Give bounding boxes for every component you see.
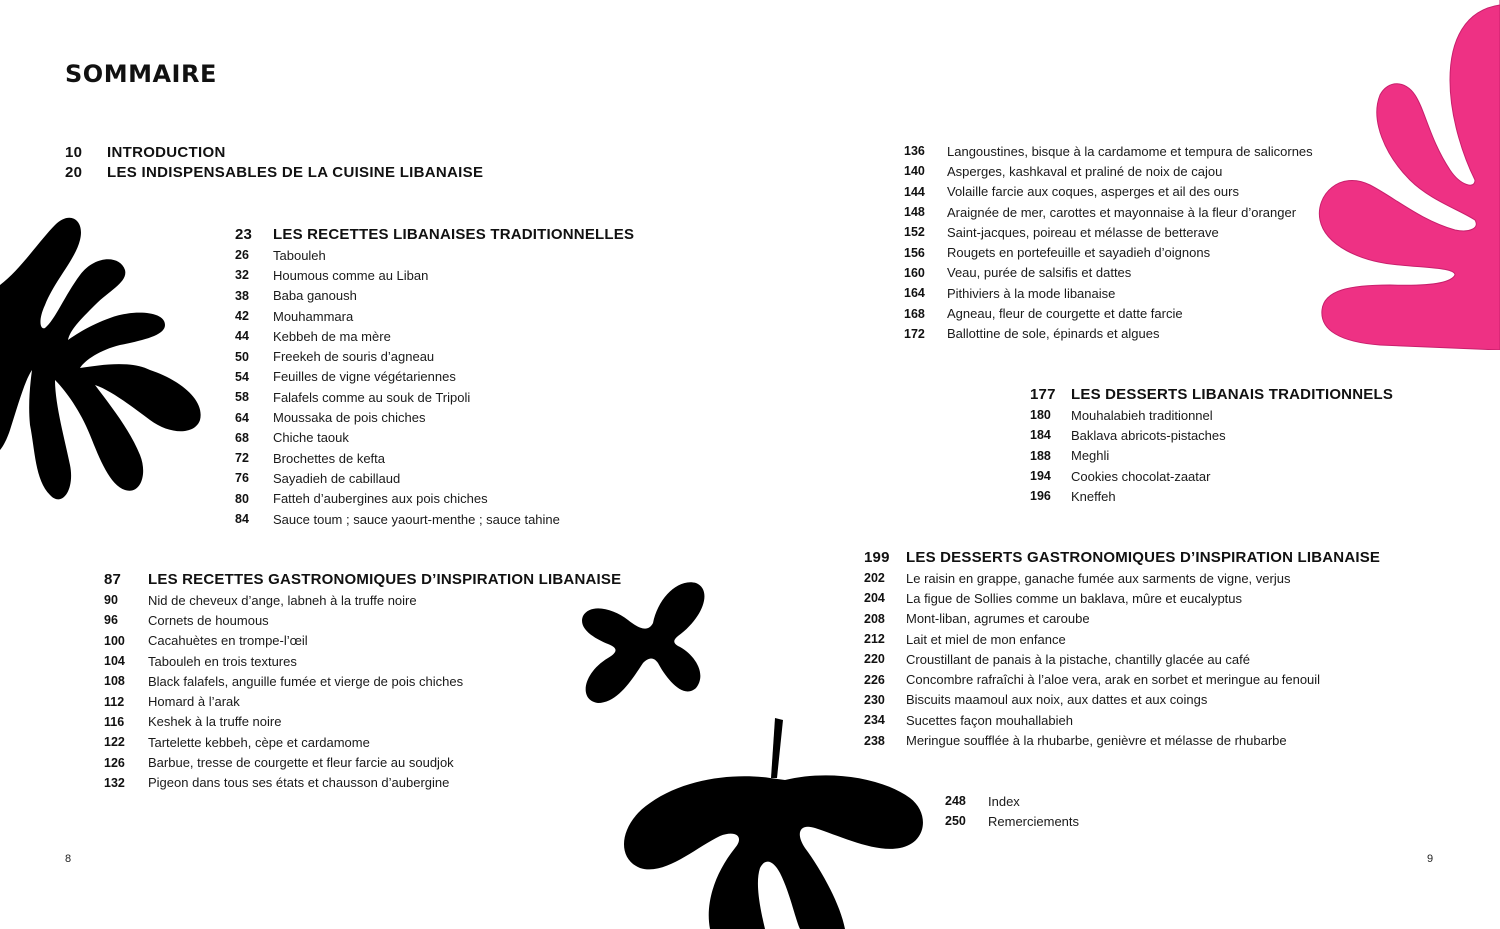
toc-entry[interactable]: [904, 141, 1313, 161]
entry-label: Ballottine de sole, épinards et algues: [947, 326, 1160, 342]
entry-label: Cacahuètes en trompe-l’œil: [148, 633, 308, 649]
page-number: 87: [104, 570, 122, 588]
entry-label: Asperges, kashkaval et praliné de noix de cajou: [947, 163, 1223, 179]
toc-entry[interactable]: [235, 387, 634, 407]
entry-label: Nid de cheveux d’ange, labneh à la truffe noire: [148, 592, 417, 608]
page-number: 104: [104, 654, 125, 669]
page-number: 54: [235, 369, 249, 384]
toc-entry[interactable]: [235, 265, 634, 285]
entry-label: Homard à l’arak: [148, 694, 240, 710]
toc-entry[interactable]: [864, 568, 1380, 588]
page-number: 42: [235, 309, 249, 324]
entry-label: Meringue soufflée à la rhubarbe, genièvre et mélasse de rhubarbe: [906, 733, 1287, 749]
page-number: 238: [864, 733, 885, 748]
entry-label: Pigeon dans tous ses états et chausson d’aubergine: [148, 775, 450, 791]
entry-label: Barbue, tresse de courgette et fleur farcie au soudjok: [148, 755, 454, 771]
page-number: 208: [864, 611, 885, 626]
page-number: 80: [235, 491, 249, 506]
section-heading[interactable]: [1030, 383, 1393, 405]
toc-entry[interactable]: [235, 367, 634, 387]
entry-label: Chiche taouk: [273, 430, 349, 446]
page-number: 20: [65, 163, 83, 181]
page-number: 26: [235, 248, 249, 263]
toc-entry[interactable]: [1030, 446, 1393, 466]
page-number: 152: [904, 225, 925, 240]
page-number: 248: [945, 794, 966, 809]
entry-label: LES INDISPENSABLES DE LA CUISINE LIBANAISE: [107, 163, 484, 181]
entry-label: Croustillant de panais à la pistache, chantilly glacée au café: [906, 651, 1250, 667]
toc-entry[interactable]: [864, 629, 1380, 649]
entry-label: Keshek à la truffe noire: [148, 714, 282, 730]
page-number: 44: [235, 329, 249, 344]
toc-entry-introduction[interactable]: [65, 142, 483, 162]
entry-label: Cookies chocolat-zaatar: [1071, 468, 1211, 484]
entry-label: Sucettes façon mouhallabieh: [906, 712, 1073, 728]
toc-entry[interactable]: [904, 202, 1313, 222]
toc-entry[interactable]: [1030, 425, 1393, 445]
page-number: 50: [235, 349, 249, 364]
toc-entry[interactable]: [904, 242, 1313, 262]
page-number: 220: [864, 652, 885, 667]
entry-label: INTRODUCTION: [107, 143, 226, 161]
entry-label: Veau, purée de salsifis et dattes: [947, 265, 1132, 281]
entry-label: Concombre rafraîchi à l’aloe vera, arak en sorbet et meringue au fenouil: [906, 672, 1321, 688]
toc-entry[interactable]: [235, 509, 634, 529]
toc-entry[interactable]: [904, 324, 1313, 344]
entry-label: Agneau, fleur de courgette et datte farcie: [947, 306, 1183, 322]
page-title: SOMMAIRE: [65, 60, 217, 88]
section-heading-label: LES DESSERTS LIBANAIS TRADITIONNELS: [1071, 385, 1394, 403]
page-number: 172: [904, 326, 925, 341]
page-number: 90: [104, 593, 118, 608]
entry-label: Saint-jacques, poireau et mélasse de betterave: [947, 224, 1219, 240]
page-number: 196: [1030, 489, 1051, 504]
toc-entry[interactable]: [104, 671, 621, 691]
page-number: 64: [235, 410, 249, 425]
section-heading[interactable]: [104, 568, 621, 590]
toc-entry[interactable]: [904, 182, 1313, 202]
entry-label: Baba ganoush: [273, 288, 357, 304]
toc-entry[interactable]: [235, 448, 634, 468]
section-heading-label: LES RECETTES GASTRONOMIQUES D’INSPIRATION LIBANAISE: [148, 570, 622, 588]
page-number: 144: [904, 184, 925, 199]
section-heading[interactable]: [864, 546, 1380, 568]
entry-label: Pithiviers à la mode libanaise: [947, 285, 1116, 301]
page-number: 84: [235, 512, 249, 526]
section-recettes-traditionnelles: [235, 223, 634, 529]
entry-label: Freekeh de souris d’agneau: [273, 349, 435, 365]
entry-label: Araignée de mer, carottes et mayonnaise à la fleur d’oranger: [947, 204, 1297, 220]
page-number: 76: [235, 471, 249, 486]
entry-label: Mouhalabieh traditionnel: [1071, 407, 1213, 423]
toc-entry[interactable]: [104, 631, 621, 651]
toc-entry[interactable]: [864, 588, 1380, 608]
page-number: 168: [904, 306, 925, 321]
toc-entry[interactable]: [104, 773, 621, 793]
entry-label: Brochettes de kefta: [273, 450, 386, 466]
entry-label: Black falafels, anguille fumée et vierge de pois chiches: [148, 673, 464, 689]
toc-entry[interactable]: [904, 222, 1313, 242]
toc-entry[interactable]: [904, 283, 1313, 303]
entry-label: Mouhammara: [273, 308, 354, 324]
entry-label: Langoustines, bisque à la cardamome et tempura de salicornes: [947, 143, 1313, 159]
toc-entry[interactable]: [864, 649, 1380, 669]
page-number: 212: [864, 632, 885, 647]
page-number: 184: [1030, 428, 1051, 443]
page-number: 58: [235, 390, 249, 405]
entry-label: Meghli: [1071, 448, 1110, 464]
toc-entry[interactable]: [235, 286, 634, 306]
entry-label: Tabouleh en trois textures: [148, 653, 297, 669]
page-number: 199: [864, 548, 890, 566]
entry-label: Houmous comme au Liban: [273, 267, 429, 283]
toc-entry[interactable]: [945, 791, 1079, 811]
entry-label: Feuilles de vigne végétariennes: [273, 369, 456, 385]
toc-entry[interactable]: [945, 811, 1079, 831]
page-number: 68: [235, 430, 249, 445]
page-number: 112: [104, 694, 125, 709]
section-annexes: [945, 791, 1079, 832]
toc-entry[interactable]: [864, 710, 1380, 730]
toc-entry[interactable]: [904, 263, 1313, 283]
entry-label: Le raisin en grappe, ganache fumée aux sarments de vigne, verjus: [906, 570, 1291, 586]
toc-entry[interactable]: [104, 590, 621, 610]
black-leaf-left-icon: [0, 210, 210, 505]
section-desserts-gastronomiques: [864, 546, 1380, 751]
entry-label: Falafels comme au souk de Tripoli: [273, 389, 471, 405]
page-number: 226: [864, 672, 885, 687]
entry-label: Rougets en portefeuille et sayadieh d’oignons: [947, 245, 1211, 261]
toc-entry[interactable]: [104, 732, 621, 752]
toc-entry[interactable]: [235, 468, 634, 488]
entry-label: Sayadieh de cabillaud: [273, 470, 401, 486]
toc-entry[interactable]: [235, 326, 634, 346]
toc-entry[interactable]: [1030, 466, 1393, 486]
entry-label: Volaille farcie aux coques, asperges et ail des ours: [947, 184, 1239, 200]
toc-entry[interactable]: [104, 651, 621, 671]
entry-label: Baklava abricots-pistaches: [1071, 427, 1226, 443]
page-number: 132: [104, 775, 125, 790]
entry-label: Biscuits maamoul aux noix, aux dattes et aux coings: [906, 692, 1208, 708]
entry-label: Remerciements: [988, 813, 1080, 829]
section-desserts-traditionnels: [1030, 383, 1393, 506]
toc-entry[interactable]: [904, 303, 1313, 323]
page-number: 116: [104, 714, 125, 729]
page-number: 234: [864, 713, 885, 728]
entry-label: Kneffeh: [1071, 488, 1116, 504]
top-entries: [65, 142, 483, 182]
section-heading-label: LES RECETTES LIBANAISES TRADITIONNELLES: [273, 225, 635, 243]
page-number-left: 8: [65, 853, 72, 865]
toc-entry[interactable]: [104, 752, 621, 772]
entry-label: Index: [988, 793, 1020, 809]
toc-entry[interactable]: [235, 428, 634, 448]
page-number: 177: [1030, 385, 1056, 403]
toc-entry[interactable]: [1030, 486, 1393, 506]
page-number: 204: [864, 591, 885, 606]
entry-label: Fatteh d’aubergines aux pois chiches: [273, 491, 488, 507]
entry-label: Tabouleh: [273, 247, 326, 263]
page-number: 250: [945, 814, 966, 829]
toc-entry[interactable]: [235, 489, 634, 509]
page-number: 126: [104, 755, 125, 770]
entry-label: La figue de Sollies comme un baklava, mûre et eucalyptus: [906, 590, 1243, 606]
page-number: 160: [904, 265, 925, 280]
toc-entry[interactable]: [864, 690, 1380, 710]
entry-label: Tartelette kebbeh, cèpe et cardamome: [148, 734, 370, 750]
page-number-right: 9: [1427, 853, 1434, 865]
toc-entry[interactable]: [235, 346, 634, 366]
toc-entry[interactable]: [864, 609, 1380, 629]
toc-entry[interactable]: [904, 161, 1313, 181]
page-number: 136: [904, 144, 925, 159]
page-number: 122: [104, 735, 125, 750]
toc-entry[interactable]: [235, 407, 634, 427]
entry-label: Cornets de houmous: [148, 612, 269, 628]
page-number: 32: [235, 268, 249, 283]
page-number: 72: [235, 451, 249, 466]
section-recettes-gastronomiques: [104, 568, 621, 793]
toc-entry[interactable]: [104, 610, 621, 630]
page-number: 156: [904, 245, 925, 260]
page-number: 188: [1030, 448, 1051, 463]
toc-entry[interactable]: [864, 669, 1380, 689]
page-number: 194: [1030, 469, 1051, 484]
page-number: 23: [235, 225, 253, 243]
section-recettes-gastronomiques-suite: [904, 141, 1313, 344]
pink-leaf-top-right-icon: [1310, 0, 1500, 350]
page-number: 108: [104, 674, 125, 689]
page-number: 230: [864, 692, 885, 707]
page-number: 10: [65, 143, 83, 161]
page-number: 148: [904, 205, 925, 220]
page-number: 100: [104, 633, 125, 648]
toc-entry[interactable]: [1030, 405, 1393, 425]
page-number: 96: [104, 613, 118, 628]
entry-label: Mont-liban, agrumes et caroube: [906, 611, 1090, 627]
toc-entry[interactable]: [235, 306, 634, 326]
toc-entry[interactable]: [104, 691, 621, 711]
section-heading[interactable]: [235, 223, 634, 245]
entry-label: Moussaka de pois chiches: [273, 410, 426, 426]
page-number: 140: [904, 164, 925, 179]
toc-entry[interactable]: [235, 245, 634, 265]
page-number: 164: [904, 286, 925, 301]
entry-label: Kebbeh de ma mère: [273, 328, 391, 344]
page-number: 202: [864, 571, 885, 586]
page-number: 180: [1030, 408, 1051, 423]
entry-label: Lait et miel de mon enfance: [906, 631, 1066, 647]
entry-label: Sauce toum ; sauce yaourt-menthe ; sauce tahine: [273, 511, 560, 527]
toc-entry[interactable]: [864, 730, 1380, 750]
toc-entry-indispensables[interactable]: [65, 162, 483, 182]
page-number: 38: [235, 288, 249, 303]
toc-entry[interactable]: [104, 712, 621, 732]
section-heading-label: LES DESSERTS GASTRONOMIQUES D’INSPIRATION LIBANAISE: [906, 548, 1381, 566]
